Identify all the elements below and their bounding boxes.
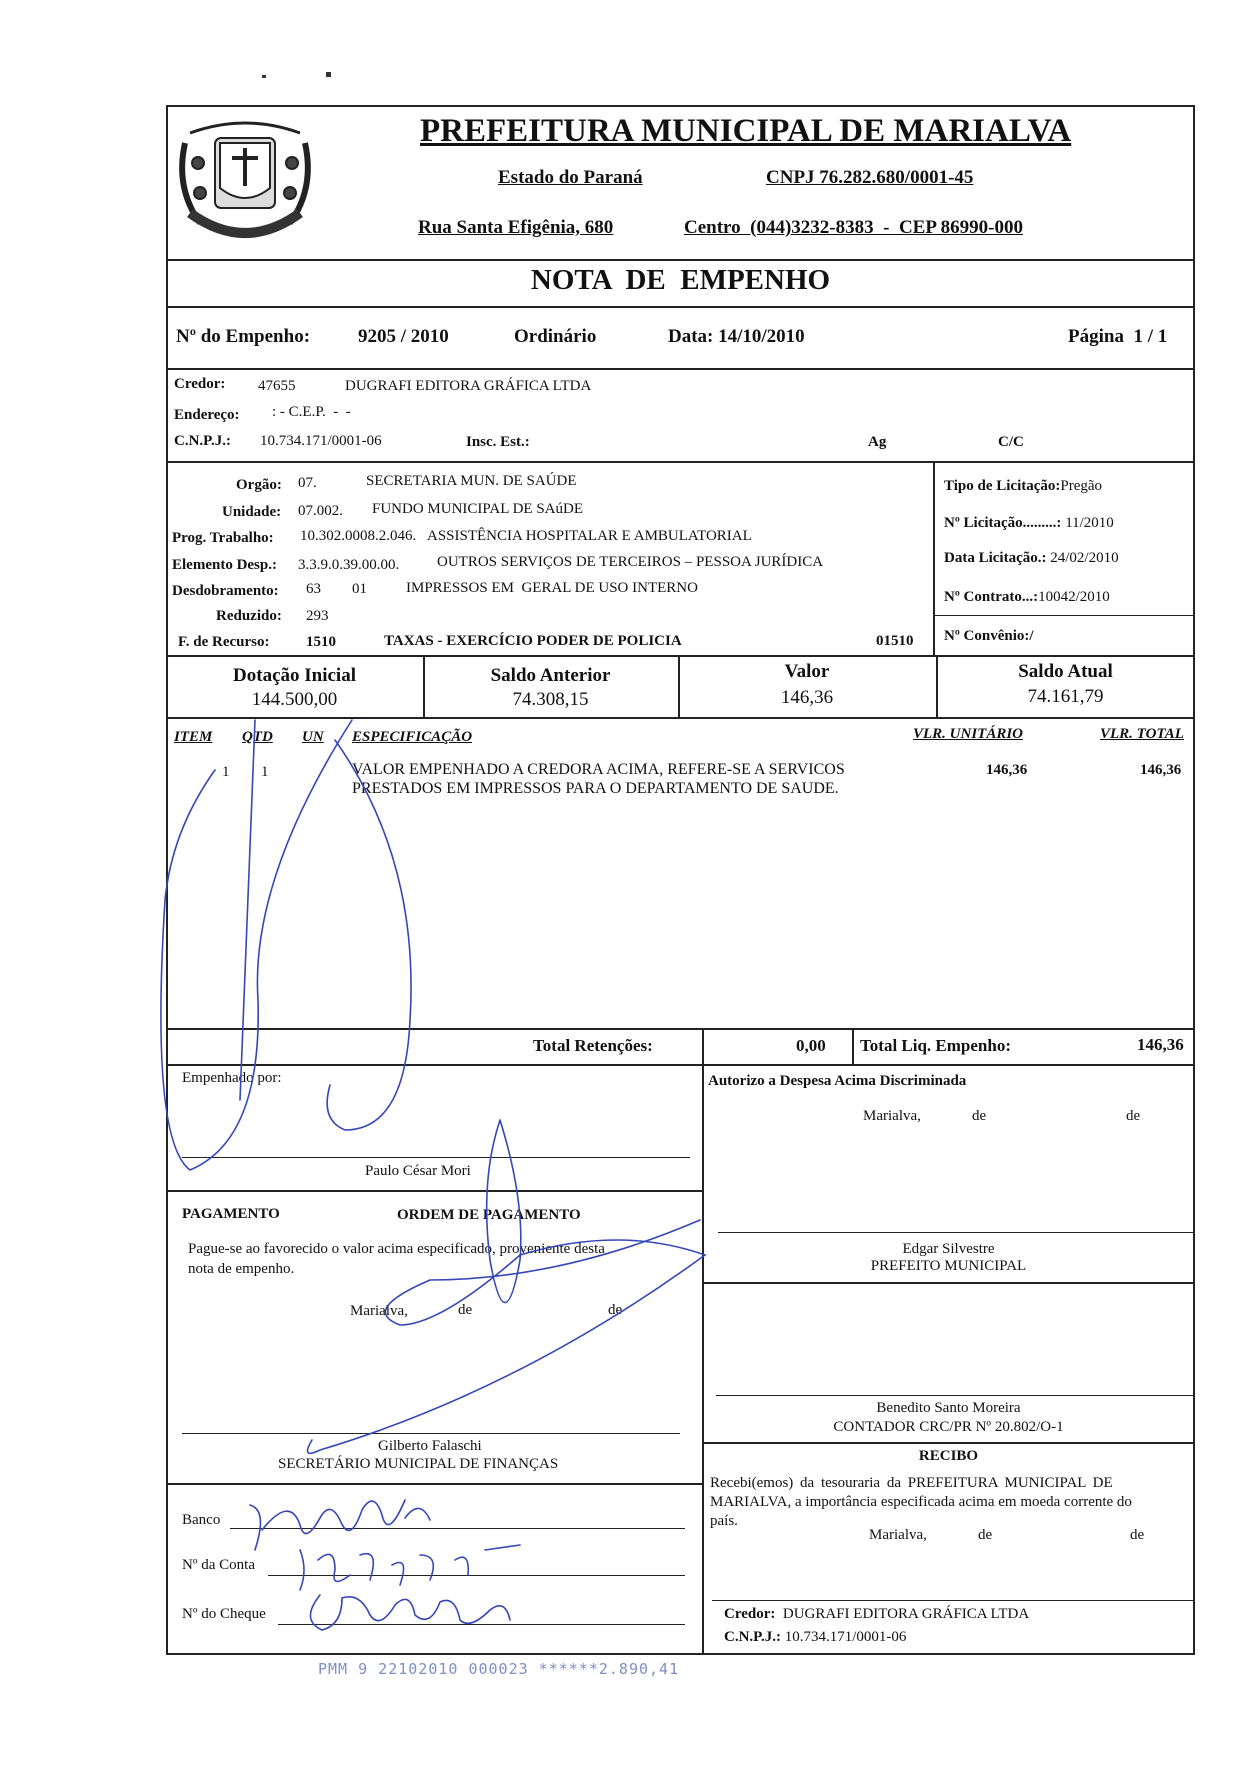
pagamento-label: PAGAMENTO: [182, 1206, 280, 1222]
cheque-label: Nº do Cheque: [182, 1606, 266, 1622]
empenhado-por-label: Empenhado por:: [182, 1070, 282, 1086]
banco-label: Banco: [182, 1512, 221, 1528]
document-title: NOTA DE EMPENHO: [530, 264, 831, 296]
total-retencoes-value: 0,00: [796, 1036, 826, 1055]
col-vlr-total: VLR. TOTAL: [1100, 726, 1184, 742]
insc-est-label: Insc. Est.:: [466, 434, 530, 450]
recibo-cnpj: C.N.P.J.: 10.734.171/0001-06: [724, 1629, 907, 1645]
numero-convenio: Nº Convênio:/: [944, 628, 1034, 644]
district-phone-cep: Centro (044)3232-8383 - CEP 86990-000: [684, 217, 1023, 238]
credor-name: DUGRAFI EDITORA GRÁFICA LTDA: [345, 378, 592, 394]
dotacao-inicial-label: Dotação Inicial: [233, 665, 356, 686]
desdobramento-code-2: 01: [352, 581, 367, 597]
row-item: 1: [222, 764, 230, 780]
bank-stamp: PMM 9 22102010 000023 ******2.890,41: [318, 1660, 680, 1678]
contador-name: Benedito Santo Moreira: [876, 1400, 1021, 1416]
col-vlr-unitario: VLR. UNITÁRIO: [913, 726, 1024, 742]
secretario-name: Gilberto Falaschi: [378, 1438, 482, 1454]
valor-label: Valor: [784, 661, 830, 682]
valor-value: 146,36: [780, 687, 834, 708]
fonte-recurso-label: F. de Recurso:: [178, 634, 270, 650]
saldo-anterior-label: Saldo Anterior: [490, 665, 611, 686]
autorizo-de-1: de: [972, 1108, 987, 1124]
unidade-code: 07.002.: [298, 503, 343, 519]
pague-se-line-1: Pague-se ao favorecido o valor acima especificado, proveniente desta: [188, 1241, 605, 1257]
dotacao-inicial-value: 144.500,00: [251, 689, 338, 710]
prog-trabalho-name: ASSISTÊNCIA HOSPITALAR E AMBULATORIAL: [427, 528, 752, 544]
col-un: UN: [302, 729, 324, 745]
pagamento-de-1: de: [458, 1302, 473, 1318]
cnpj-field-label: C.N.P.J.:: [174, 433, 231, 449]
desdobramento-label: Desdobramento:: [172, 583, 279, 599]
contador-title: CONTADOR CRC/PR Nº 20.802/O-1: [833, 1419, 1064, 1435]
elemento-desp-code: 3.3.9.0.39.00.00.: [298, 557, 400, 573]
col-especificacao: ESPECIFICAÇÃO: [352, 729, 473, 745]
total-retencoes-label: Total Retenções:: [533, 1036, 653, 1055]
page-number: Página 1 / 1: [1068, 326, 1168, 347]
numero-licitacao: Nº Licitação.........: 11/2010: [944, 515, 1114, 531]
empenho-type: Ordinário: [514, 326, 597, 347]
autorizo-label: Autorizo a Despesa Acima Discriminada: [708, 1073, 967, 1089]
fonte-recurso-code: 1510: [306, 634, 336, 650]
total-liquido-label: Total Liq. Empenho:: [860, 1036, 1011, 1055]
recibo-line-2: MARIALVA, a importância especificada acima em moeda corrente do: [710, 1494, 1132, 1510]
row-qtd: 1: [261, 764, 269, 780]
recibo-place: Marialva,: [869, 1527, 927, 1543]
saldo-atual-value: 74.161,79: [1027, 686, 1104, 707]
prefeito-name: Edgar Silvestre: [902, 1241, 995, 1257]
row-total-value: 146,36: [1140, 762, 1182, 778]
pagamento-de-2: de: [608, 1302, 623, 1318]
recibo-line-3: país.: [710, 1513, 738, 1529]
desdobramento-code-1: 63: [306, 581, 321, 597]
address-field-label: Endereço:: [174, 407, 240, 423]
elemento-desp-label: Elemento Desp.:: [172, 557, 277, 573]
empenhado-por-name: Paulo César Mori: [365, 1163, 471, 1179]
tipo-licitacao: Tipo de Licitação:Pregão: [944, 478, 1103, 494]
municipality-title: PREFEITURA MUNICIPAL DE MARIALVA: [420, 113, 1072, 149]
scan-speck: [326, 72, 331, 77]
address-value: : - C.E.P. - -: [272, 404, 351, 420]
elemento-desp-name: OUTROS SERVIÇOS DE TERCEIROS – PESSOA JURÍDICA: [437, 554, 824, 570]
recibo-de-1: de: [978, 1527, 993, 1543]
fonte-recurso-code-2: 01510: [876, 633, 914, 649]
recibo-de-2: de: [1130, 1527, 1145, 1543]
col-item: ITEM: [174, 729, 213, 745]
total-liquido-value: 146,36: [1137, 1035, 1184, 1054]
autorizo-place: Marialva,: [863, 1108, 921, 1124]
scan-speck: [262, 75, 266, 78]
address-label: Rua Santa Efigênia, 680: [418, 217, 614, 238]
orgao-label: Orgão:: [236, 477, 282, 493]
prog-trabalho-code: 10.302.0008.2.046.: [300, 528, 417, 544]
orgao-code: 07.: [298, 475, 317, 491]
fonte-recurso-name: TAXAS - EXERCÍCIO PODER DE POLICIA: [384, 633, 682, 649]
autorizo-de-2: de: [1126, 1108, 1141, 1124]
unidade-name: FUNDO MUNICIPAL DE SAúDE: [372, 501, 583, 517]
secretario-title: SECRETÁRIO MUNICIPAL DE FINANÇAS: [278, 1456, 559, 1472]
ordem-pagamento-label: ORDEM DE PAGAMENTO: [397, 1207, 581, 1223]
recibo-label: RECIBO: [918, 1448, 979, 1464]
reduzido-label: Reduzido:: [216, 608, 282, 624]
credor-label: Credor:: [174, 376, 226, 392]
empenho-date: Data: 14/10/2010: [668, 326, 805, 347]
numero-contrato: Nº Contrato...:10042/2010: [944, 589, 1110, 605]
data-licitacao: Data Licitação.: 24/02/2010: [944, 550, 1119, 566]
recibo-credor: Credor: DUGRAFI EDITORA GRÁFICA LTDA: [724, 1606, 1030, 1622]
recibo-line-1: Recebi(emos) da tesouraria da PREFEITURA MUNICIPAL DE: [710, 1475, 1113, 1491]
row-spec-line-1: VALOR EMPENHADO A CREDORA ACIMA, REFERE-SE A SERVICOS: [352, 761, 845, 778]
cnpj-label: CNPJ 76.282.680/0001-45: [766, 167, 974, 188]
pague-se-line-2: nota de empenho.: [188, 1261, 295, 1277]
row-spec-line-2: PRESTADOS EM IMPRESSOS PARA O DEPARTAMENTO DE SAUDE.: [352, 780, 839, 797]
ag-label: Ag: [868, 434, 887, 450]
reduzido-code: 293: [306, 608, 329, 624]
empenho-number-label: Nº do Empenho:: [176, 326, 311, 347]
unidade-label: Unidade:: [222, 504, 282, 520]
cc-label: C/C: [998, 434, 1024, 450]
saldo-atual-label: Saldo Atual: [1018, 661, 1113, 682]
credor-code: 47655: [258, 378, 296, 394]
saldo-anterior-value: 74.308,15: [512, 689, 589, 710]
credor-cnpj: 10.734.171/0001-06: [260, 433, 382, 449]
prog-trabalho-label: Prog. Trabalho:: [172, 530, 274, 546]
pagamento-place: Marialva,: [350, 1303, 408, 1319]
conta-label: Nº da Conta: [182, 1557, 255, 1573]
orgao-name: SECRETARIA MUN. DE SAÚDE: [366, 473, 577, 489]
desdobramento-name: IMPRESSOS EM GERAL DE USO INTERNO: [406, 580, 698, 596]
empenho-number: 9205 / 2010: [358, 326, 449, 347]
col-qtd: QTD: [242, 729, 273, 745]
prefeito-title: PREFEITO MUNICIPAL: [870, 1258, 1027, 1274]
state-label: Estado do Paraná: [498, 167, 643, 188]
row-unit-value: 146,36: [986, 762, 1028, 778]
